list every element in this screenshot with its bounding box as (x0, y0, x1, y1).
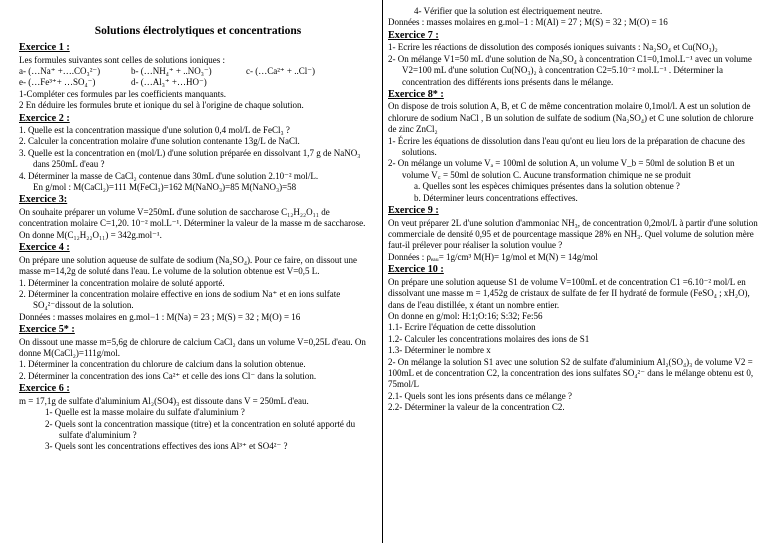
paragraph: On donne en g/mol: H:1;O:16; S:32; Fe:56 (388, 310, 543, 321)
exercise-heading: Exercice 4 : (19, 242, 70, 254)
question-item: 3. Quelle est la concentration en (mol/L) d'une solution préparée en dissolvant 1,7 g de NaNO₃ dans 250mL d'eau ? (19, 147, 361, 170)
formula-cell: e- (…Fe³⁺+ …SO₄⁻) (19, 77, 96, 88)
question-item: 4. Déterminer la masse de CaCl₂ contenue dans 30mL d'une solution 2.10⁻² mol/L. (19, 170, 319, 181)
question-item: 2- Quels sont la concentration massique (titre) et la concentration en soluté apporté du sulfate d'aluminium ? (45, 418, 356, 440)
question-item: a. Quelles sont les espèces chimiques présentes dans la solution obtenue ? (414, 181, 680, 192)
exercise-heading: Exercice 1 : (19, 42, 70, 53)
paragraph: Données : masses molaires en g.mol−1 : M(Al) = 27 ; M(S) = 32 ; M(O) = 16 (388, 17, 668, 28)
question-item: 2- On mélange V1=50 mL d'une solution de Na₂SO₄ à concentration C1=0,1mol.L⁻¹ avec un volume V2=100 mL d'une solution Cu(NO₃)₂ à concentration C2=5.10⁻² mol.L⁻¹ . Déterminer la concentration des différents ions présents dans le mélange. (388, 53, 752, 87)
column-divider (382, 0, 383, 543)
question-item: 4- Vérifier que la solution est électriquement neutre. (414, 6, 603, 16)
formula-cell: a- (…Na⁺ +….CO₃²⁻) (19, 65, 101, 76)
formula-row (19, 66, 377, 77)
question-item: 1. Quelle est la concentration massique d'une solution 0,4 mol/L de FeCl₃ ? (19, 125, 290, 136)
paragraph: On prépare une solution aqueuse S1 de volume V=100mL et de concentration C1 =6.10⁻² mol/L en dissolvant une masse m = 1,452g de cristaux de sulfate de fer II hydraté de formule (FeSO₄ ; xH₂O), dans de l'eau distillée, x étant un nombre entier. (388, 276, 750, 310)
question-item: 1- Quelle est la masse molaire du sulfate d'aluminium ? (45, 407, 245, 418)
question-item: 1- Écrire les équations de dissolution dans l'eau qu'ont eu lieu lors de la préparation de chacune des solutions. (388, 135, 745, 158)
paragraph: On souhaite préparer un volume V=250mL d'une solution de saccharose C₁₂H₂₂O₁₁ de concentration molaire C=1,20. 10⁻² mol.L⁻¹. Déterminer la valeur de la masse m de saccharose. On donne M(C₁₂H₂₂O₁₁) = 342g.mol⁻¹. (19, 206, 366, 240)
formula-cell: c- (…Ca²⁺ + ..Cl⁻) (246, 65, 316, 76)
question-item: 2. Déterminer la concentration molaire effective en ions de sodium Na⁺ et en ions sulfate SO₄²⁻dissout de la solution. (19, 288, 341, 311)
left-column-body (19, 42, 377, 453)
paragraph: Données : ρₑₐᵤ= 1g/cm³ M(H)= 1g/mol et M(N) = 14g/mol (388, 251, 598, 262)
question-item: b. Déterminer leurs concentrations effectives. (414, 192, 578, 203)
paragraph: Les formules suivantes sont celles de solutions ioniques : (19, 54, 225, 65)
paragraph: En g/mol : M(CaCl₂)=111 M(FeCl₃)=162 M(NaNO₃)=85 M(NaNO₃)=58 (33, 182, 297, 193)
paragraph: On dissout une masse m=5,6g de chlorure de calcium CaCl₂ dans un volume V=0,25L d'eau. On donne M(CaCl₂)=111g/mol. (19, 336, 366, 359)
page-title: Solutions électrolytiques et concentrations (94, 25, 302, 37)
question-item: 3- Quels sont les concentrations effectives des ions Al³⁺ et SO4²⁻ ? (45, 441, 288, 452)
paragraph: 1.3- Déterminer le nombre x (388, 345, 491, 356)
exercise-heading: Exercice 6 : (19, 383, 70, 395)
paragraph: 2.2- Déterminer la valeur de la concentration C2. (388, 402, 565, 413)
right-column (388, 6, 760, 414)
paragraph: On prépare une solution aqueuse de sulfate de sodium (Na₂SO₄). Pour ce faire, on dissout une masse m=14,2g de soluté dans l'eau. Le volume de la solution obtenue est V=0,5 L. (19, 254, 357, 277)
paragraph: 2- On mélange la solution S1 avec une solution S2 de sulfate d'aluminium Al₂(SO₄)₃ de volume V2 = 100mL et de concentration C2, la concentration des ions sulfates SO₄²⁻ dans le mélange obtenu est 0, 75mol/L (388, 356, 754, 390)
left-column (19, 6, 377, 453)
question-item: 2- On mélange un volume Vₐ = 100ml de solution A, un volume V_b = 50ml de solution B et un volume V꜀ = 50ml de solution C. Aucune transformation chimique ne se produit (388, 158, 735, 180)
paragraph: 1-Compléter ces formules par les coefficients manquants. (19, 88, 227, 99)
exercise-heading: Exercice 7 : (388, 29, 439, 41)
question-item: 1. Déterminer la concentration du chlorure de calcium dans la solution obtenue. (19, 359, 306, 370)
paragraph: 1.2- Calculer les concentrations molaires des ions de S1 (388, 333, 590, 344)
formula-cell: b- (…NH₄⁺ + ..NO₃⁻) (131, 65, 212, 76)
paragraph: 2.1- Quels sont les ions présents dans ce mélange ? (388, 390, 572, 401)
exercise-heading: Exercice 8* : (388, 88, 444, 100)
paragraph: On veut préparer 2L d'une solution d'ammoniac NH₃, de concentration 0,2mol/L à partir d'une solution commerciale de densité 0,95 et de pourcentage massique 28% en NH₃. Quel volume de solution mère faut-il prélever pour réaliser la solution voulue ? (388, 217, 758, 251)
question-item: 1- Ecrire les réactions de dissolution des composés ioniques suivants : Na₂SO₄ et Cu(NO₃)₂ (388, 42, 718, 53)
paragraph: On dispose de trois solution A, B, et C de même concentration molaire 0,1mol/l. A est un solution de chlorure de sodium NaCl , B un solution de sulfate de sodium (Na₂SO₄) et C une solution de chlorure de zinc ZnCl₂ (388, 101, 754, 135)
paragraph: m = 17,1g de sulfate d'aluminium Al₂(SO4)₃ est dissoute dans V = 250mL d'eau. (19, 395, 309, 406)
exercise-heading: Exercice 5* : (19, 324, 75, 336)
paragraph: 2 En déduire les formules brute et ionique du sel à l'origine de chaque solution. (19, 100, 304, 111)
question-item: 2. Déterminer la concentration des ions Ca²⁺ et celle des ions Cl⁻ dans la solution. (19, 370, 317, 381)
paragraph: 1.1- Ecrire l'équation de cette dissolution (388, 322, 536, 333)
exercise-heading: Exercice 2 : (19, 112, 70, 124)
right-column-body (388, 6, 760, 414)
formula-cell: d- (…Al₃⁺ +…HO⁻) (131, 77, 207, 88)
paragraph: Données : masses molaires en g.mol−1 : M(Na) = 23 ; M(S) = 32 ; M(O) = 16 (19, 311, 301, 322)
exercise-heading: Exercice 3: (19, 194, 68, 206)
exercise-heading: Exercice 9 : (388, 205, 439, 217)
formula-row (19, 77, 377, 88)
question-item: 1. Déterminer la concentration molaire de soluté apporté. (19, 277, 225, 288)
exercise-heading: Exercice 10 : (388, 264, 444, 276)
question-item: 2. Calculer la concentration molaire d'une solution contenante 13g/L de NaCl. (19, 136, 300, 147)
